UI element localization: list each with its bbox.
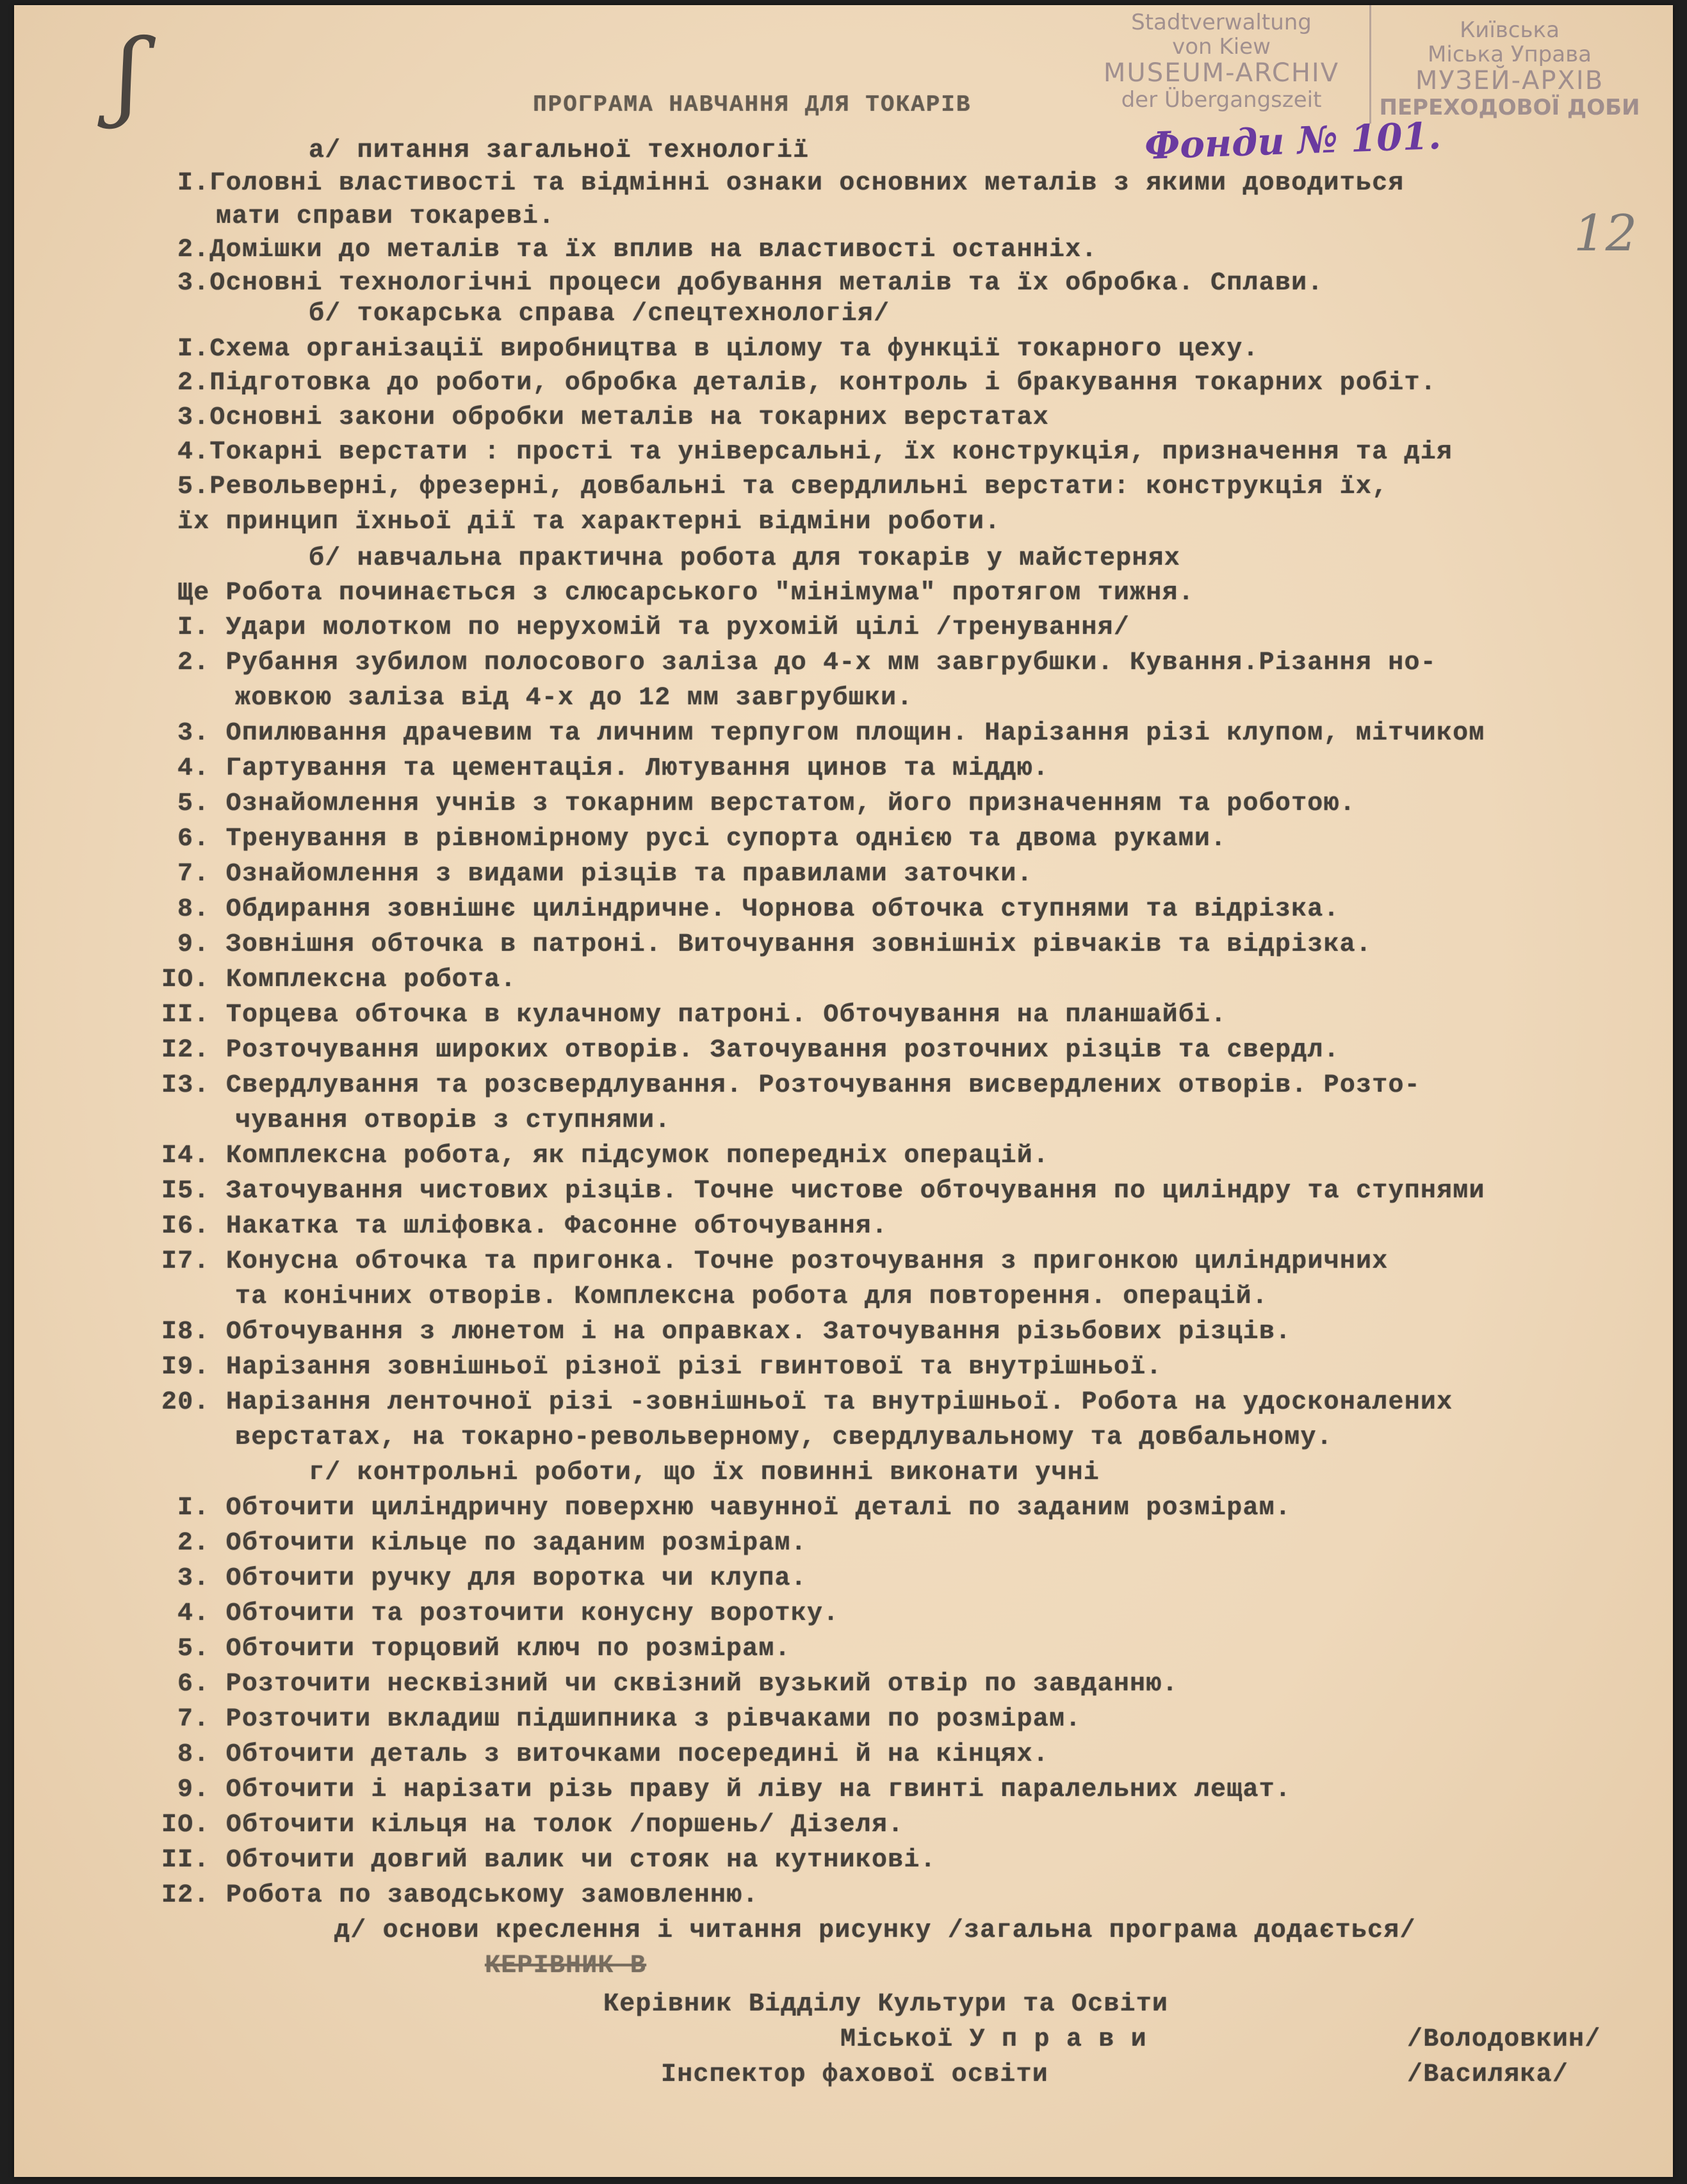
program-line: 2. Рубання зубилом полосового заліза до 4-х мм завгрубшки. Кування.Різання но- [177, 649, 1437, 677]
program-line: верстатах, на токарно-револьверному, свердлувальному та довбальному. [235, 1423, 1333, 1452]
program-line: 2. Обточити кільце по заданим розмірам. [177, 1529, 807, 1558]
program-line: I.Головні властивості та відмінні ознаки основних металів з якими доводиться [177, 169, 1405, 198]
program-line: 3.Основні закони обробки металів на токарних верстатах [177, 403, 1050, 432]
document-page [14, 5, 1673, 2177]
program-line: жовкою заліза від 4-х до 12 мм завгрубшки. [235, 684, 913, 713]
program-line: та конічних отворів. Комплексна робота для повторення. операцій. [235, 1282, 1269, 1311]
program-line: I8. Обточування з люнетом і на оправках. Заточування різьбових різців. [161, 1318, 1292, 1347]
german-archive-stamp [1077, 10, 1365, 112]
program-line: 8. Обточити деталь з виточками посередині й на кінцях. [177, 1740, 1050, 1769]
stamp-line: von Kiew [1172, 34, 1271, 60]
program-line: 4. Обточити та розточити конусну воротку. [177, 1599, 840, 1628]
program-line: I2. Розточування широких отворів. Заточування розточних різців та свердл. [161, 1036, 1340, 1065]
program-line: 5.Револьверні, фрезерні, довбальні та свердлильні верстати: конструкція їх, [177, 473, 1389, 501]
program-line: 6. Розточити несквізний чи сквізний вузький отвір по завданню. [177, 1670, 1178, 1699]
program-line: 6. Тренування в рівномірному русі супорта однією та двома руками. [177, 825, 1227, 853]
program-line: I6. Накатка та шліфовка. Фасонне обточування. [161, 1212, 888, 1241]
signature-line: Керівник Відділу Культури та Освіти [603, 1990, 1169, 2019]
program-line: 3.Основні технологічні процеси добування металів та їх обробка. Сплави. [177, 269, 1324, 298]
section-heading: б/ токарська справа /спецтехнологія/ [309, 300, 890, 328]
program-line: 4. Гартування та цементація. Лютування цинов та міддю. [177, 754, 1050, 783]
program-line: 5. Обточити торцовий ключ по розмірам. [177, 1635, 791, 1663]
program-line: мати справи токареві. [216, 202, 555, 231]
program-line: 2.Підготовка до роботи, обробка деталів, контроль і бракування токарних робіт. [177, 369, 1437, 398]
program-line: 9. Обточити і нарізати різь праву й ліву на гвинті паралельних лещат. [177, 1776, 1292, 1804]
section-heading: б/ навчальна практична робота для токарів у майстернях [309, 544, 1181, 573]
program-line: I7. Конусна обточка та пригонка. Точне розточування з пригонкою циліндричних [161, 1247, 1389, 1276]
fond-number-annotation: Фонди № 101. [1143, 113, 1442, 168]
signatory-name: /Володовкин/ [1407, 2025, 1601, 2054]
program-line: I. Удари молотком по нерухомій та рухомій цілі /тренування/ [177, 613, 1130, 642]
document-title: ПРОГРАМА НАВЧАННЯ ДЛЯ ТОКАРІВ [533, 92, 972, 118]
program-line: 3. Опилювання драчевим та личним терпугом площин. Нарізання різі клупом, мітчиком [177, 719, 1485, 748]
program-line: 7. Ознайомлення з видами різців та правилами заточки. [177, 860, 1033, 889]
section-heading: а/ питання загальної технології [309, 136, 810, 165]
program-line: I4. Комплексна робота, як підсумок попередніх операцій. [161, 1142, 1050, 1170]
program-line: IO. Комплексна робота. [161, 966, 517, 994]
signature-line: Інспектор фахової освіти [661, 2060, 1048, 2089]
signature-line: Міської У п р а в и [840, 2025, 1147, 2054]
program-line: 9. Зовнішня обточка в патроні. Виточування зовнішніх рівчаків та відрізка. [177, 930, 1373, 959]
program-line: IO. Обточити кільця на толок /поршень/ Дізеля. [161, 1811, 904, 1840]
margin-mark: ʃ [115, 19, 142, 131]
program-line: 4.Токарні верстати : прості та універсальні, їх конструкція, призначення та дія [177, 438, 1453, 467]
stamp-divider [1369, 5, 1371, 124]
program-line: I9. Нарізання зовнішньої різної різі гвинтової та внутрішньої. [161, 1353, 1162, 1382]
stamp-line: Stadtverwaltung [1131, 10, 1312, 35]
program-line: чування отворів з ступнями. [235, 1106, 671, 1135]
stamp-line: Міська Управа [1428, 42, 1592, 68]
program-line: II. Обточити довгий валик чи стояк на кутникові. [161, 1846, 936, 1875]
program-line: 3. Обточити ручку для воротка чи клупа. [177, 1564, 807, 1593]
program-line: I5. Заточування чистових різців. Точне чистове обточування по циліндру та ступнями [161, 1177, 1485, 1206]
stamp-line: der Übergangszeit [1121, 86, 1322, 113]
stamp-line: ПЕРЕХОДОВОЇ ДОБИ [1379, 94, 1640, 120]
program-line: 20. Нарізання ленточної різі -зовнішньої та внутрішньої. Робота на удосконалених [161, 1388, 1453, 1417]
program-line: I. Обточити циліндричну поверхню чавунної деталі по заданим розмірам. [177, 1494, 1292, 1523]
stamp-line: Київська [1460, 17, 1560, 43]
program-line: їх принцип їхньої дії та характерні відміни роботи. [177, 508, 1001, 537]
program-line: I2. Робота по заводському замовленню. [161, 1881, 759, 1910]
stamp-line: МУЗЕЙ-АРХІВ [1415, 66, 1604, 96]
program-line: 8. Обдирання зовнішнє циліндричне. Чорнова обточка ступнями та відрізка. [177, 895, 1340, 924]
signatory-name: /Василяка/ [1407, 2060, 1569, 2089]
program-line: II. Торцева обточка в кулачному патроні. Обточування на планшайбі. [161, 1001, 1227, 1030]
program-line: д/ основи креслення і читання рисунку /загальна програма додається/ [334, 1916, 1416, 1945]
program-line: I.Схема організації виробництва в цілому та функції токарного цеху. [177, 335, 1259, 364]
section-heading: г/ контрольні роботи, що їх повинні виконати учні [309, 1459, 1100, 1487]
program-line: 7. Розточити вкладиш підшипника з рівчаками по розмірам. [177, 1705, 1082, 1734]
program-line: 5. Ознайомлення учнів з токарним верстатом, його призначенням та роботою. [177, 789, 1356, 818]
struck-signature-line: КЕРІВНИК В [485, 1952, 647, 1980]
stamp-line: MUSEUM-ARCHIV [1103, 58, 1340, 88]
program-line: 2.Домішки до металів та їх вплив на властивості останніх. [177, 236, 1098, 264]
page-number-annotation: 12 [1574, 205, 1638, 263]
program-line: I3. Свердлування та розсвердлування. Розточування висвердлених отворів. Розто- [161, 1071, 1421, 1100]
program-line: Ще Робота починається з слюсарського "мінімума" протягом тижня. [177, 579, 1194, 608]
ukrainian-archive-stamp [1375, 18, 1644, 120]
